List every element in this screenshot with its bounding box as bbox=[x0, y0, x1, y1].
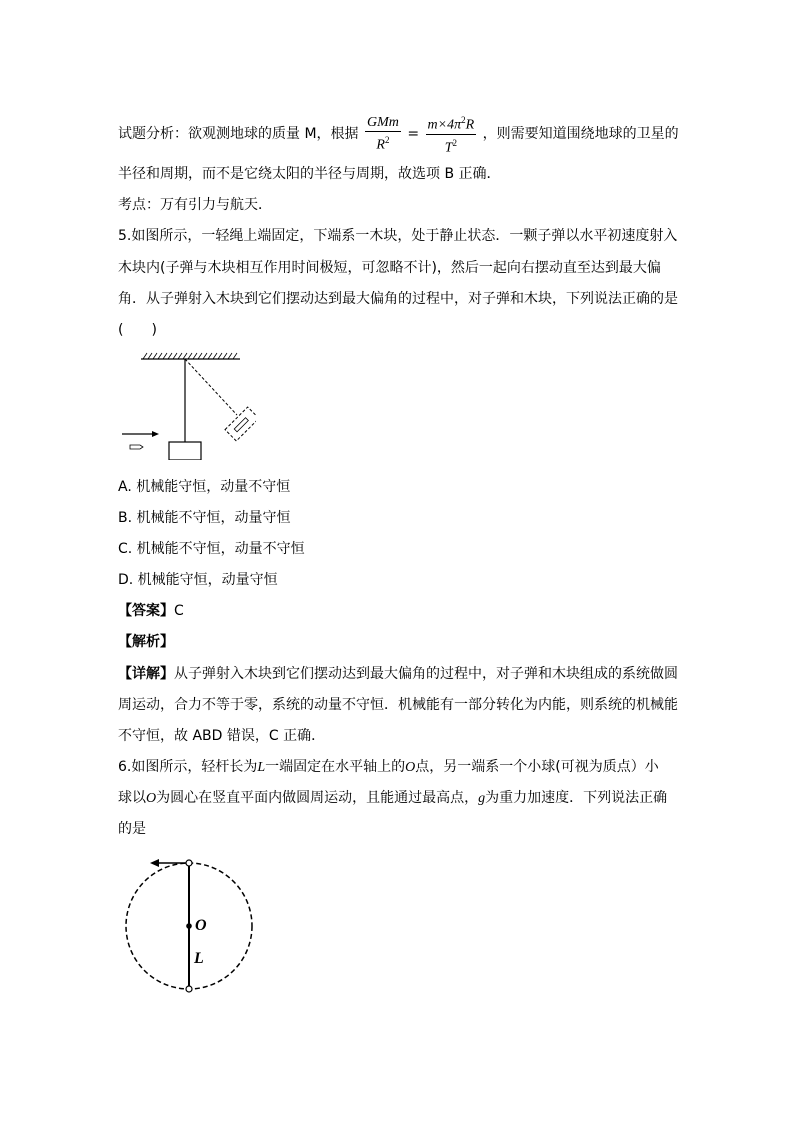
q5-option-a: A. 机械能守恒，动量不守恒 bbox=[118, 479, 291, 495]
analysis-line-1 bbox=[118, 112, 679, 156]
q5-pendulum-figure bbox=[116, 350, 256, 460]
equals-sign: = bbox=[407, 126, 420, 143]
q5-option-c: C. 机械能不守恒，动量不守恒 bbox=[118, 541, 305, 557]
q6-circle-figure bbox=[120, 852, 270, 1002]
formula-right-fraction bbox=[426, 112, 477, 156]
q5-option-d: D. 机械能守恒，动量守恒 bbox=[118, 572, 278, 588]
label-O: O bbox=[195, 917, 207, 934]
ball-bottom bbox=[186, 986, 192, 992]
q5-option-b: B. 机械能不守恒，动量守恒 bbox=[118, 510, 291, 526]
q5-answer-line bbox=[118, 601, 184, 621]
q5-detail-line-1: 【详解】从子弹射入木块到它们摆动达到最大偏角的过程中，对子弹和木块组成的系统做圆 bbox=[118, 666, 678, 682]
formula-right-numerator: $m\times 4\pi^2R$ bbox=[427, 115, 475, 133]
q5-detail-line-2: 周运动，合力不等于零，系统的动量不守恒．机械能有一部分转化为内能，则系统的机械能 bbox=[118, 697, 678, 713]
kaodian-line: 考点：万有引力与航天． bbox=[118, 197, 272, 213]
pivot-point bbox=[186, 923, 192, 929]
wood-block bbox=[169, 442, 201, 460]
q5-stem-line-1: 5.如图所示，一轻绳上端固定，下端系一木块，处于静止状态．一颗子弹以水平初速度射入 bbox=[118, 228, 678, 244]
formula-right-denominator: $T^2$ bbox=[426, 134, 477, 157]
q5-detail-line-3: 不守恒，故 ABD 错误，C 正确． bbox=[118, 728, 326, 744]
answer-tag: 【答案】 bbox=[118, 603, 174, 619]
swung-block-dashed bbox=[225, 407, 256, 441]
bullet bbox=[130, 445, 143, 449]
velocity-arrow-head bbox=[150, 859, 159, 867]
swing-rope-dashed bbox=[185, 359, 237, 415]
analysis-suffix: ，则需要知道围绕地球的卫星的 bbox=[482, 126, 679, 143]
ceiling-hatch bbox=[143, 353, 237, 359]
answer-value: C bbox=[174, 603, 184, 619]
q6-stem-line-2: 球以O为圆心在竖直平面内做圆周运动，且能通过最高点，g为重力加速度．下列说法正确 bbox=[118, 790, 668, 806]
detail-tag: 【详解】 bbox=[118, 666, 174, 682]
q5-stem-line-2: 木块内(子弹与木块相互作用时间极短，可忽略不计)，然后一起向右摆动直至达到最大偏 bbox=[118, 260, 661, 276]
q6-stem-line-3: 的是 bbox=[118, 821, 146, 837]
q5-answer-paren: ( ) bbox=[118, 322, 157, 338]
analysis-line-2: 半径和周期，而不是它绕太阳的半径与周期，故选项 B 正确． bbox=[118, 166, 501, 182]
formula-left-denominator: $R^2$ bbox=[365, 131, 401, 154]
analysis-prefix: 试题分析：欲观测地球的质量 M，根据 bbox=[118, 126, 359, 143]
velocity-arrow-head bbox=[152, 431, 159, 437]
formula-left-numerator: GMm bbox=[366, 115, 399, 131]
formula-left-fraction bbox=[365, 114, 401, 154]
q5-stem-line-3: 角．从子弹射入木块到它们摆动达到最大偏角的过程中，对子弹和木块，下列说法正确的是 bbox=[118, 291, 678, 307]
q6-stem-line-1: 6.如图所示，轻杆长为L一端固定在水平轴上的O点，另一端系一个小球(可视为质点）小 bbox=[118, 759, 659, 775]
ball-top bbox=[186, 860, 192, 866]
analysis-tag: 【解析】 bbox=[118, 634, 174, 650]
label-L: L bbox=[194, 950, 204, 967]
